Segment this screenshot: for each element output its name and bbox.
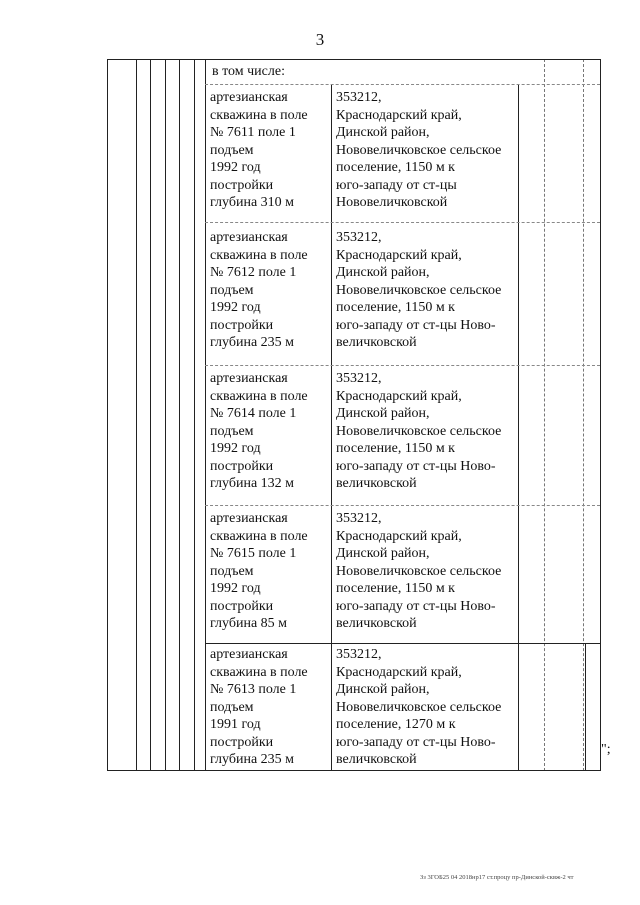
table-column-divider [205, 59, 206, 771]
table-border-bottom [107, 770, 600, 771]
row-2-name: артезианская скважина в поле № 7612 поле 1 подъем 1992 год постройки глубина 235 м [210, 230, 308, 350]
table-row-divider [205, 643, 600, 644]
row-4-address: 353212, Краснодарский край, Динской район, Нововеличковское сельское поселение, 1150 м к юго-западу от ст-цы Ново- величковской [336, 511, 502, 631]
table-column-divider [331, 84, 332, 771]
footer-file-reference: Зз 3ГОБ25 04 2018нр17 ст.процу пр-Динской-сквж-2 чт [420, 874, 574, 881]
table-border-left [107, 59, 108, 771]
table-column-divider [544, 59, 545, 771]
table-border-top [107, 59, 600, 60]
row-1-name: артезианская скважина в поле № 7611 поле 1 подъем 1992 год постройки глубина 310 м [210, 90, 308, 210]
closing-quote-mark: "; [601, 742, 611, 757]
table-column-divider [165, 59, 166, 771]
page-number: 3 [315, 30, 325, 49]
row-1-address: 353212, Краснодарский край, Динской район, Нововеличковское сельское поселение, 1150 м к юго-западу от ст-цы Нововеличковской [336, 90, 502, 210]
row-3-name: артезианская скважина в поле № 7614 поле 1 подъем 1992 год постройки глубина 132 м [210, 371, 308, 491]
table-column-divider [179, 59, 180, 771]
sub-header-label: в том числе: [212, 64, 285, 79]
row-5-name: артезианская скважина в поле № 7613 поле 1 подъем 1991 год постройки глубина 235 м [210, 647, 308, 767]
table-column-divider [518, 84, 519, 771]
row-4-name: артезианская скважина в поле № 7615 поле 1 подъем 1992 год постройки глубина 85 м [210, 511, 308, 631]
row-2-address: 353212, Краснодарский край, Динской район, Нововеличковское сельское поселение, 1150 м к юго-западу от ст-цы Ново- величковской [336, 230, 502, 350]
table-row-divider [205, 222, 600, 223]
table-column-divider [150, 59, 151, 771]
table-row-divider [205, 505, 600, 506]
table-column-divider [194, 59, 195, 771]
table-border-right [600, 59, 601, 771]
row-5-address: 353212, Краснодарский край, Динской район, Нововеличковское сельское поселение, 1270 м к юго-западу от ст-цы Ново- величковской [336, 647, 502, 767]
table-column-divider [136, 59, 137, 771]
row-3-address: 353212, Краснодарский край, Динской район, Нововеличковское сельское поселение, 1150 м к юго-западу от ст-цы Ново- величковской [336, 371, 502, 491]
table-column-divider [583, 59, 584, 771]
table-row-divider [205, 365, 600, 366]
table-column-divider [585, 643, 586, 771]
table-row-divider [205, 84, 600, 85]
